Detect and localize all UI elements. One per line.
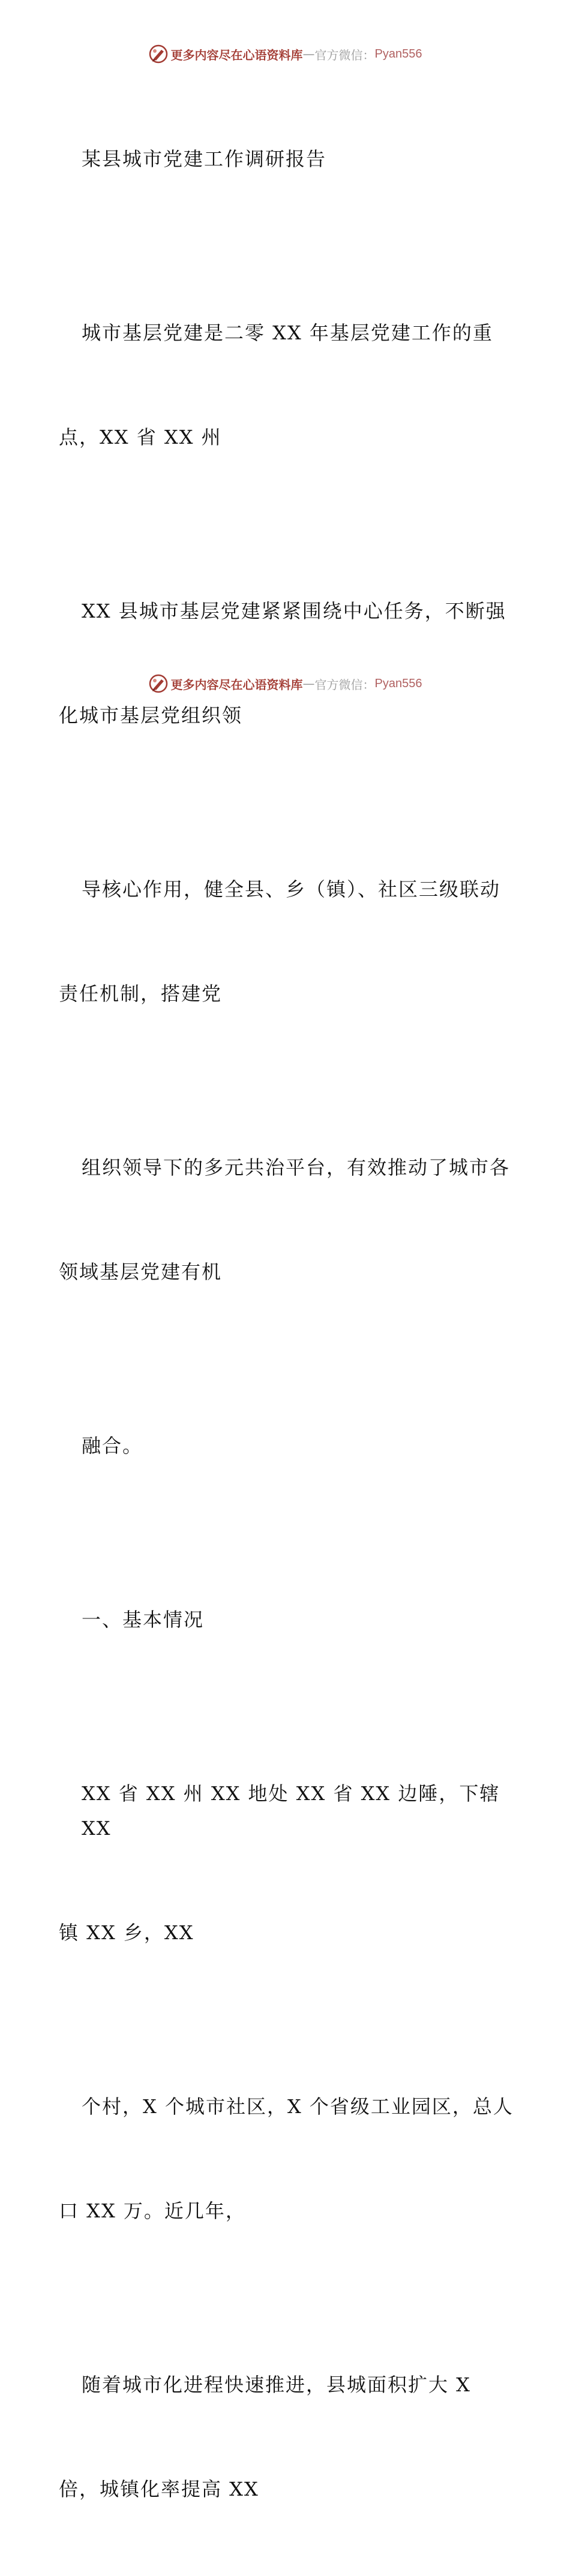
paragraph-line: 随着城市化进程快速推进，县城面积扩大 X xyxy=(82,2373,471,2396)
pen-logo-icon xyxy=(148,44,169,64)
paragraph-title xyxy=(59,72,515,246)
document-body xyxy=(59,72,515,2576)
header-watermark xyxy=(0,42,570,66)
paragraph-line: 城市基层党建是二零 XX 年基层党建工作的重 xyxy=(82,321,493,344)
paragraph xyxy=(59,524,515,802)
watermark-wechat-id: Pyan556 xyxy=(374,47,422,61)
paragraph xyxy=(59,1707,515,2020)
paragraph xyxy=(59,246,515,524)
paragraph xyxy=(59,1359,515,1533)
watermark-brand-text: 更多内容尽在心语资料库 xyxy=(170,677,303,692)
paragraph-line: XX 县城市基层党建紧紧围绕中心任务，不断强 xyxy=(82,600,506,622)
paragraph-line: 领域基层党建有机 xyxy=(59,1260,223,1283)
paragraph-line: 点，XX 省 XX 州 xyxy=(59,426,222,449)
paragraph-line: 组织领导下的多元共治平台，有效推动了城市各 xyxy=(82,1156,511,1179)
paragraph xyxy=(59,2298,515,2576)
watermark-brand-text: 更多内容尽在心语资料库 xyxy=(170,47,303,62)
watermark-official-text: 官方微信： xyxy=(314,47,375,62)
paragraph xyxy=(59,1081,515,1359)
paragraph-line: 口 XX 万。近几年， xyxy=(59,2199,246,2222)
paragraph xyxy=(59,802,515,1081)
watermark-separator: — xyxy=(302,47,315,61)
paragraph xyxy=(59,2020,515,2298)
paragraph-line: 一、基本情况 xyxy=(82,1608,205,1631)
watermark-separator: — xyxy=(302,676,315,691)
paragraph-line: 责任机制，搭建党 xyxy=(59,982,223,1005)
watermark-official-text: 官方微信： xyxy=(314,677,375,692)
watermark-wechat-id: Pyan556 xyxy=(374,676,422,690)
paragraph-line: XX 省 XX 州 XX 地处 XX 省 XX 边陲，下辖 XX xyxy=(82,1782,508,1840)
paragraph-line: 导核心作用，健全县、乡（镇）、社区三级联动 xyxy=(82,878,501,901)
section-heading xyxy=(59,1533,515,1707)
paragraph-line: 镇 XX 乡，XX xyxy=(59,1921,194,1944)
paragraph-line: 倍，城镇化率提高 XX xyxy=(59,2478,259,2500)
paragraph-line: 某县城市党建工作调研报告 xyxy=(82,148,327,170)
pen-logo-icon xyxy=(148,673,169,694)
paragraph-line: 个村，X 个城市社区，X 个省级工业园区，总人 xyxy=(82,2095,514,2118)
footer-watermark xyxy=(0,672,570,696)
paragraph-line: 化城市基层党组织领 xyxy=(59,704,243,727)
paragraph-line: 融合。 xyxy=(82,1434,143,1457)
